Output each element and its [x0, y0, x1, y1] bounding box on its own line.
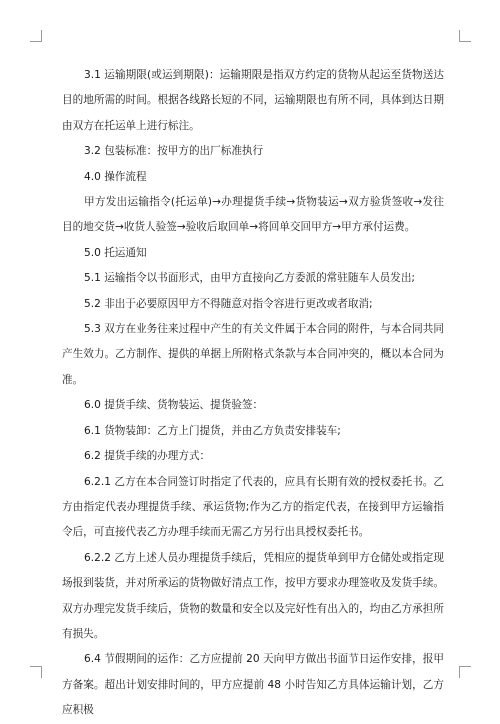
- heading-4-0: 4.0 操作流程: [84, 170, 147, 183]
- paragraph-6-2-1: 6.2.1 乙方在本合同签订时指定了代表的，应具有长期有效的授权委托书。乙方由指定代表办理提货手续、承运货物;作为乙方的指定代表，在接到甲方运输指令后，可直接代表乙方办理手续而无需乙方另行出具授权委托书。: [62, 475, 444, 539]
- paragraph-5-2: 5.2 非出于必要原因甲方不得随意对指令容进行更改或者取消;: [84, 297, 373, 310]
- crop-mark-top-left: [30, 30, 42, 42]
- paragraph-5-1: 5.1 运输指令以书面形式，由甲方直接向乙方委派的常驻随车人员发出;: [84, 272, 416, 285]
- heading-5-0: 5.0 托运通知: [84, 246, 147, 259]
- paragraph-process-flow: 甲方发出运输指令(托运单)→办理提货手续→货物装运→双方验货签收→发往目的地交货→收货人验签→验收后取回单→将回单交回甲方→甲方承付运费。: [62, 196, 444, 234]
- document-body: [62, 63, 444, 724]
- paragraph-5-3: 5.3 双方在业务往来过程中产生的有关文件属于本合同的附件，与本合同共同产生效力。乙方制作、提供的单据上所附格式条款与本合同冲突的，概以本合同为准。: [62, 323, 444, 386]
- paragraph-3-1: 3.1 运输期限(或运到期限)：运输期限是指双方约定的货物从起运至货物送达目的地所需的时间。根据各线路长短的不同，运输期限也有所不同，具体到达日期由双方在托运单上进行标注。: [62, 69, 444, 132]
- paragraph-3-2: 3.2 包装标准：按甲方的出厂标准执行: [84, 145, 264, 158]
- paragraph-6-1: 6.1 货物装卸：乙方上门提货，并由乙方负责安排装车;: [84, 424, 341, 437]
- paragraph-6-2: 6.2 提货手续的办理方式：: [84, 450, 211, 463]
- paragraph-6-2-2: 6.2.2 乙方上述人员办理提货手续后，凭相应的提货单到甲方仓储处或指定现场报到装货，并对所承运的货物做好清点工作，按甲方要求办理签收及发货手续。双方办理完发货手续后，货物的数量和安全以及完好性有出入的，均由乙方承担所有损失。: [62, 551, 444, 640]
- paragraph-6-4: 6.4 节假期间的运作：乙方应提前 20 天向甲方做出书面节日运作安排，报甲方备案。超出计划安排时间的，甲方应提前 48 小时告知乙方具体运输计划，乙方应积极: [62, 653, 444, 717]
- crop-mark-top-right: [459, 30, 471, 42]
- crop-mark-bottom-left: [30, 666, 42, 678]
- heading-6-0: 6.0 提货手续、货物装运、提货验签：: [84, 399, 264, 412]
- crop-mark-bottom-right: [459, 666, 471, 678]
